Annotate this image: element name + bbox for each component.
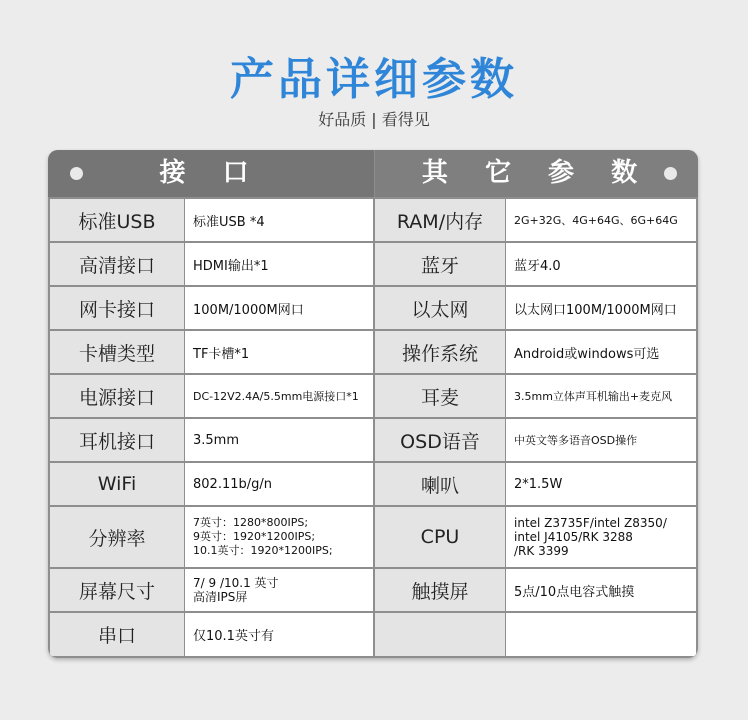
row-label: CPU <box>375 507 505 567</box>
table-row <box>48 569 698 611</box>
table-row <box>48 199 698 241</box>
row-value: 3.5mm <box>185 419 373 461</box>
table-row <box>48 331 698 373</box>
row-label: 耳麦 <box>375 375 505 417</box>
interface-header-label: 接 口 <box>159 158 263 188</box>
row-label: 卡槽类型 <box>50 331 184 373</box>
spec-table <box>48 150 698 658</box>
left-dot-icon <box>70 167 83 180</box>
row-value: DC-12V2.4A/5.5mm电源接口*1 <box>185 375 373 417</box>
other-params-header <box>375 150 698 197</box>
table-row <box>48 507 698 567</box>
row-label: 蓝牙 <box>375 243 505 285</box>
row-value: 802.11b/g/n <box>185 463 373 505</box>
row-value: 3.5mm立体声耳机输出+麦克风 <box>506 375 696 417</box>
table-row <box>48 613 698 656</box>
row-value <box>506 613 696 656</box>
table-row <box>48 463 698 505</box>
row-label: 触摸屏 <box>375 569 505 611</box>
row-value: intel Z3735F/intel Z8350/ intel J4105/RK 3288 /RK 3399 <box>506 507 696 567</box>
row-label: 分辨率 <box>50 507 184 567</box>
row-label: 电源接口 <box>50 375 184 417</box>
row-value: 蓝牙4.0 <box>506 243 696 285</box>
row-value: 中英文等多语音OSD操作 <box>506 419 696 461</box>
table-row <box>48 419 698 461</box>
row-value: 7/ 9 /10.1 英寸 高清IPS屏 <box>185 569 373 611</box>
row-label: 以太网 <box>375 287 505 329</box>
row-value: 以太网口100M/1000M网口 <box>506 287 696 329</box>
table-row <box>48 243 698 285</box>
row-label: 标准USB <box>50 199 184 241</box>
row-label: 串口 <box>50 613 184 656</box>
row-label: 屏幕尺寸 <box>50 569 184 611</box>
row-label: OSD语音 <box>375 419 505 461</box>
row-value: HDMI输出*1 <box>185 243 373 285</box>
interface-header <box>48 150 374 197</box>
row-value: 7英寸：1280*800IPS; 9英寸：1920*1200IPS; 10.1英寸：1920*1200IPS; <box>185 507 373 567</box>
row-value: 标准USB *4 <box>185 199 373 241</box>
row-label: 高清接口 <box>50 243 184 285</box>
table-row <box>48 375 698 417</box>
row-label: RAM/内存 <box>375 199 505 241</box>
row-label <box>375 613 505 656</box>
row-value: 2*1.5W <box>506 463 696 505</box>
row-value: 2G+32G、4G+64G、6G+64G <box>506 199 696 241</box>
other-params-header-label: 其 它 参 数 <box>421 158 652 188</box>
table-row <box>48 287 698 329</box>
page-title: 产品详细参数 <box>230 54 518 105</box>
row-value: 100M/1000M网口 <box>185 287 373 329</box>
row-value: 仅10.1英寸有 <box>185 613 373 656</box>
row-label: 喇叭 <box>375 463 505 505</box>
row-label: 耳机接口 <box>50 419 184 461</box>
row-value: TF卡槽*1 <box>185 331 373 373</box>
row-label: 网卡接口 <box>50 287 184 329</box>
row-value: 5点/10点电容式触摸 <box>506 569 696 611</box>
row-label: WiFi <box>50 463 184 505</box>
row-label: 操作系统 <box>375 331 505 373</box>
page-subtitle: 好品质 | 看得见 <box>318 110 430 129</box>
right-dot-icon <box>664 167 677 180</box>
row-value: Android或windows可选 <box>506 331 696 373</box>
